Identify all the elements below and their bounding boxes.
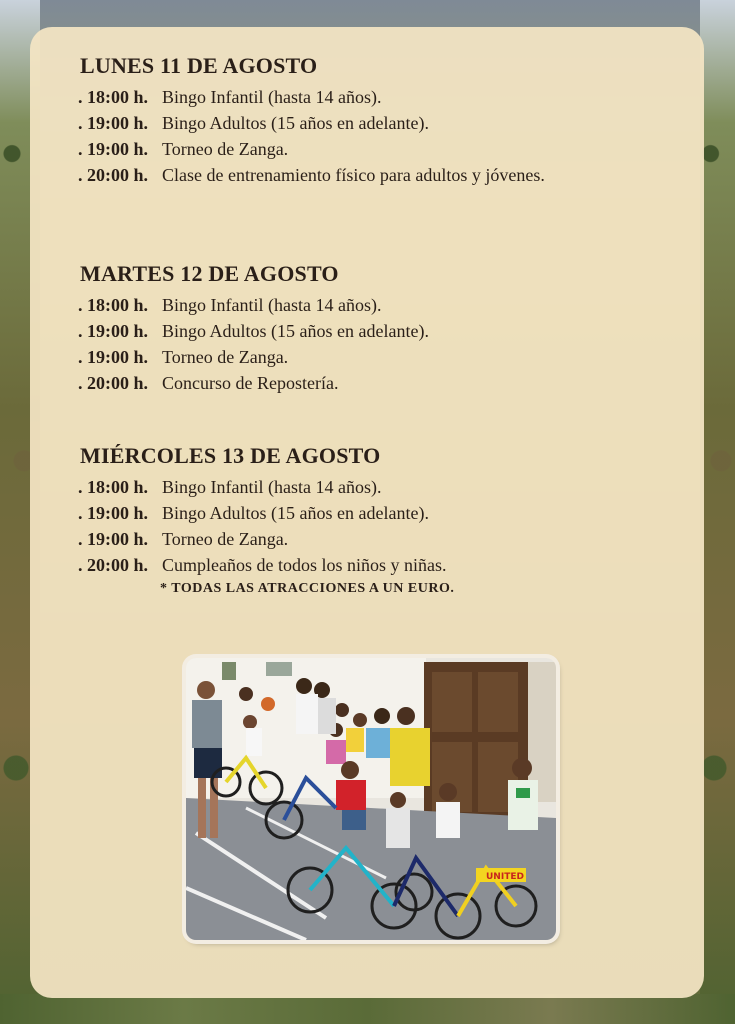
item-text: Bingo Adultos (15 años en adelante). [162,113,429,133]
item-text: Torneo de Zanga. [162,529,289,549]
item-text: Bingo Adultos (15 años en adelante). [162,503,429,523]
bike-sign-text: UNITED [486,872,524,882]
schedule-item [78,526,638,552]
item-time: . 20:00 h. [78,555,149,575]
schedule-item [78,474,638,500]
photo-illustration [186,658,556,940]
day-heading: MARTES 12 DE AGOSTO [80,261,339,286]
item-text: Bingo Infantil (hasta 14 años). [162,477,382,497]
item-time: . 18:00 h. [78,295,149,315]
item-time: . 20:00 h. [78,373,149,393]
children-bicycles-photo [186,658,556,940]
background-landscape-bottom [0,994,735,1024]
item-time: . 18:00 h. [78,477,149,497]
item-text: Torneo de Zanga. [162,139,289,159]
item-text: Torneo de Zanga. [162,347,289,367]
schedule-item [78,136,638,162]
item-time: . 20:00 h. [78,165,149,185]
item-time: . 19:00 h. [78,347,149,367]
attractions-note: * TODAS LAS ATRACCIONES A UN EURO. [160,581,455,596]
item-time: . 19:00 h. [78,113,149,133]
schedule-item [78,552,638,578]
day-heading: MIÉRCOLES 13 DE AGOSTO [80,443,381,468]
item-text: Concurso de Repostería. [162,373,339,393]
item-time: . 19:00 h. [78,503,149,523]
item-time: . 19:00 h. [78,139,149,159]
item-text: Bingo Infantil (hasta 14 años). [162,87,382,107]
schedule-item [78,500,638,526]
schedule-item [78,292,638,318]
schedule-item [78,162,552,188]
item-time: . 19:00 h. [78,529,149,549]
schedule-item [78,370,638,396]
item-time: . 19:00 h. [78,321,149,341]
item-text: Clase de entrenamiento físico para adultos y jóvenes. [162,165,545,185]
day-section-martes [78,260,638,396]
day-section-miercoles [78,442,638,600]
day-heading: LUNES 11 DE AGOSTO [80,53,318,78]
schedule-item [78,344,638,370]
background-landscape-right [700,0,735,1024]
item-text: Bingo Adultos (15 años en adelante). [162,321,429,341]
item-text: Cumpleaños de todos los niños y niñas. [162,555,447,575]
schedule-item [78,318,638,344]
schedule-item [78,110,638,136]
day-section-lunes [78,52,638,188]
item-text: Bingo Infantil (hasta 14 años). [162,295,382,315]
item-time: . 18:00 h. [78,87,149,107]
schedule-item [78,84,638,110]
